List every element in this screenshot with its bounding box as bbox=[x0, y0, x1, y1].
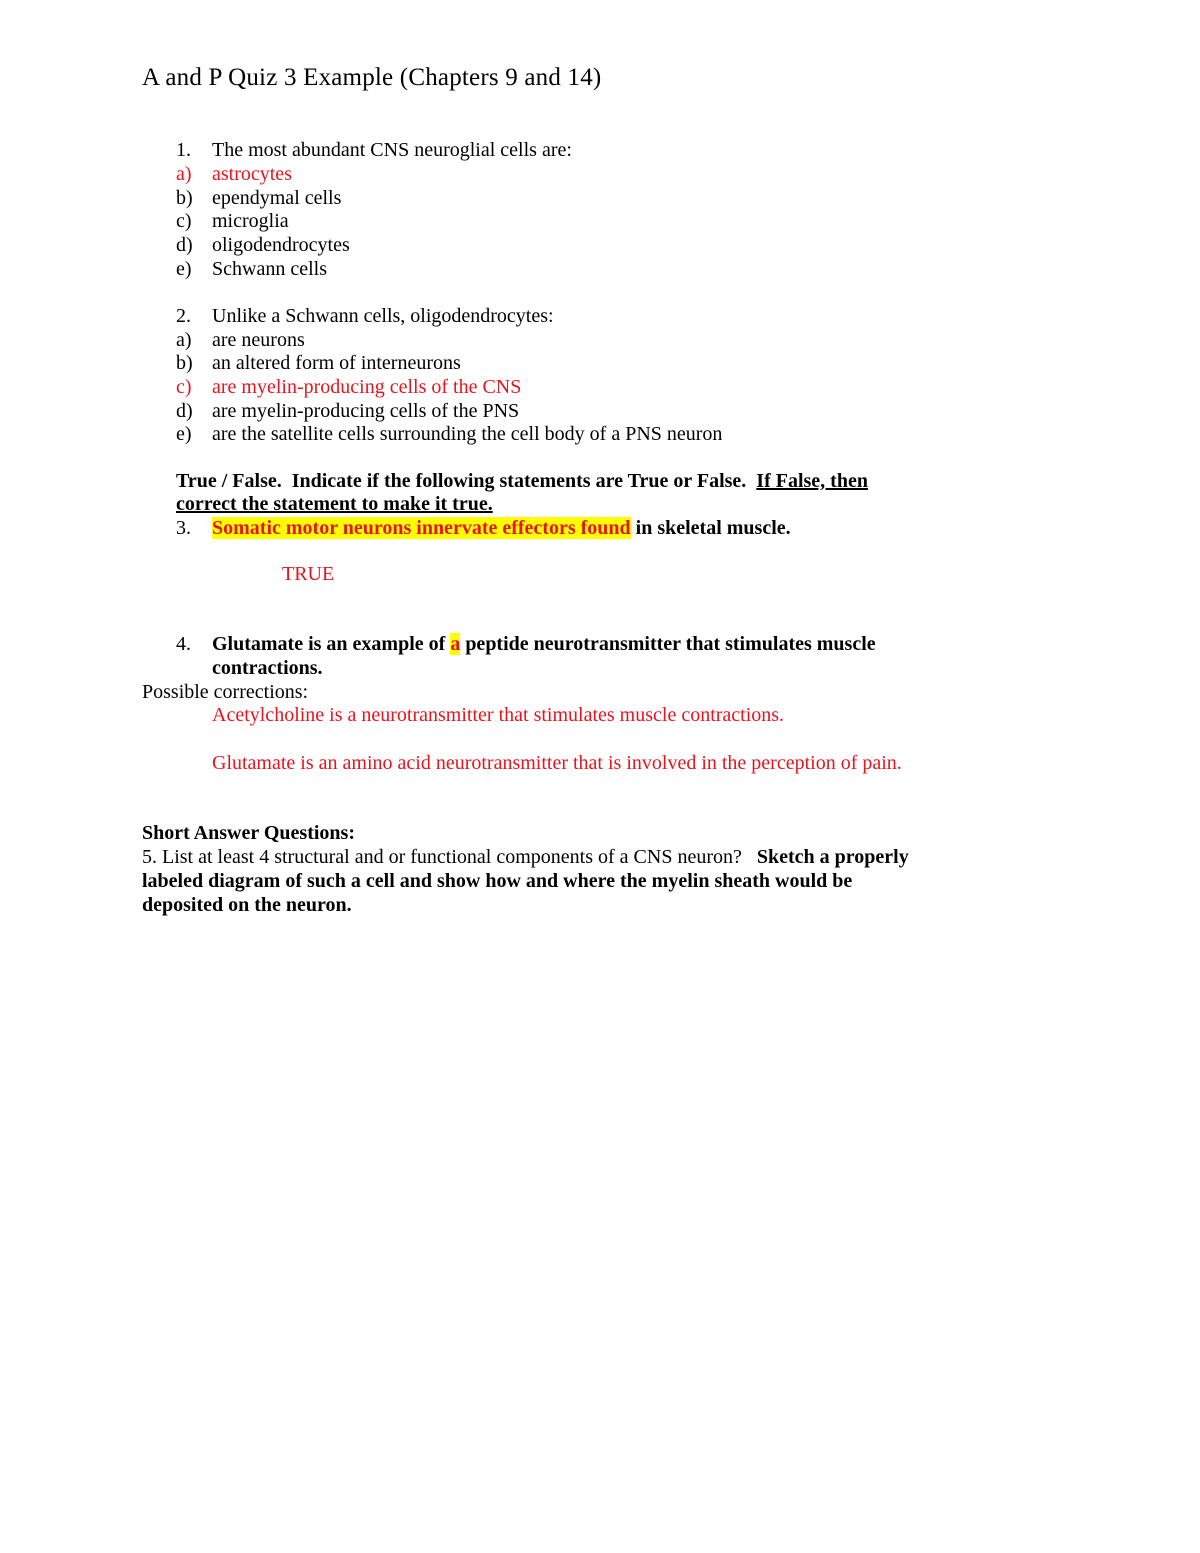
q5-question-text: 5. List at least 4 structural and or functional components of a CNS neuron? bbox=[142, 846, 757, 868]
q2-option-d-text: are myelin-producing cells of the PNS bbox=[212, 400, 520, 422]
q1-option-d-letter: d) bbox=[176, 234, 193, 256]
q2-option-a-text: are neurons bbox=[212, 329, 305, 351]
q4-highlighted-text: a bbox=[450, 633, 461, 655]
tf-instructions bbox=[176, 469, 868, 493]
q3-number: 3. bbox=[176, 517, 191, 539]
tf-instructions-text: True / False. Indicate if the following statements are True or False. bbox=[176, 470, 757, 492]
q2-option-c-text: are myelin-producing cells of the CNS bbox=[212, 376, 522, 398]
q1-option-c-letter: c) bbox=[176, 210, 192, 232]
q2-option-a-letter: a) bbox=[176, 329, 192, 351]
q3-rest-text: in skeletal muscle. bbox=[630, 517, 791, 539]
q1-number: 1. bbox=[176, 139, 191, 161]
q4-correction-1: Acetylcholine is a neurotransmitter that stimulates muscle contractions. bbox=[212, 704, 785, 726]
tf-instructions-line2: correct the statement to make it true. bbox=[176, 493, 493, 515]
q5-bold-text-1: Sketch a properly bbox=[756, 846, 909, 868]
q3-answer: TRUE bbox=[282, 563, 335, 585]
q5-line3: deposited on the neuron. bbox=[142, 894, 352, 916]
q3-statement bbox=[212, 516, 791, 540]
q4-number: 4. bbox=[176, 633, 191, 655]
page-title: A and P Quiz 3 Example (Chapters 9 and 14) bbox=[142, 64, 602, 91]
q2-option-b-letter: b) bbox=[176, 352, 193, 374]
q1-option-e-letter: e) bbox=[176, 258, 192, 280]
q1-option-b-letter: b) bbox=[176, 187, 193, 209]
q2-number: 2. bbox=[176, 305, 191, 327]
q1-option-d-text: oligodendrocytes bbox=[212, 234, 350, 256]
q4-part1: Glutamate is an example of bbox=[212, 633, 451, 655]
q1-option-a-letter: a) bbox=[176, 163, 192, 185]
q2-option-c-letter: c) bbox=[176, 376, 192, 398]
q2-option-d-letter: d) bbox=[176, 400, 193, 422]
q4-corrections-label: Possible corrections: bbox=[142, 681, 309, 703]
tf-instructions-underlined: If False, then bbox=[756, 470, 868, 492]
q3-highlighted-text: Somatic motor neurons innervate effectors found bbox=[212, 517, 631, 539]
short-answer-heading: Short Answer Questions: bbox=[142, 822, 355, 844]
q4-correction-2: Glutamate is an amino acid neurotransmitter that is involved in the perception of pain. bbox=[212, 752, 902, 774]
q2-option-e-text: are the satellite cells surrounding the cell body of a PNS neuron bbox=[212, 423, 723, 445]
q2-question: Unlike a Schwann cells, oligodendrocytes: bbox=[212, 305, 554, 327]
q4-statement bbox=[212, 632, 876, 656]
q1-question: The most abundant CNS neuroglial cells are: bbox=[212, 139, 572, 161]
q1-option-c-text: microglia bbox=[212, 210, 289, 232]
q2-option-e-letter: e) bbox=[176, 423, 192, 445]
q4-line2: contractions. bbox=[212, 657, 323, 679]
q1-option-a-text: astrocytes bbox=[212, 163, 292, 185]
q5-line1 bbox=[142, 845, 909, 869]
q1-option-b-text: ependymal cells bbox=[212, 187, 342, 209]
q1-option-e-text: Schwann cells bbox=[212, 258, 327, 280]
q4-part2: peptide neurotransmitter that stimulates muscle bbox=[460, 633, 876, 655]
q2-option-b-text: an altered form of interneurons bbox=[212, 352, 461, 374]
q5-line2: labeled diagram of such a cell and show how and where the myelin sheath would be bbox=[142, 870, 853, 892]
